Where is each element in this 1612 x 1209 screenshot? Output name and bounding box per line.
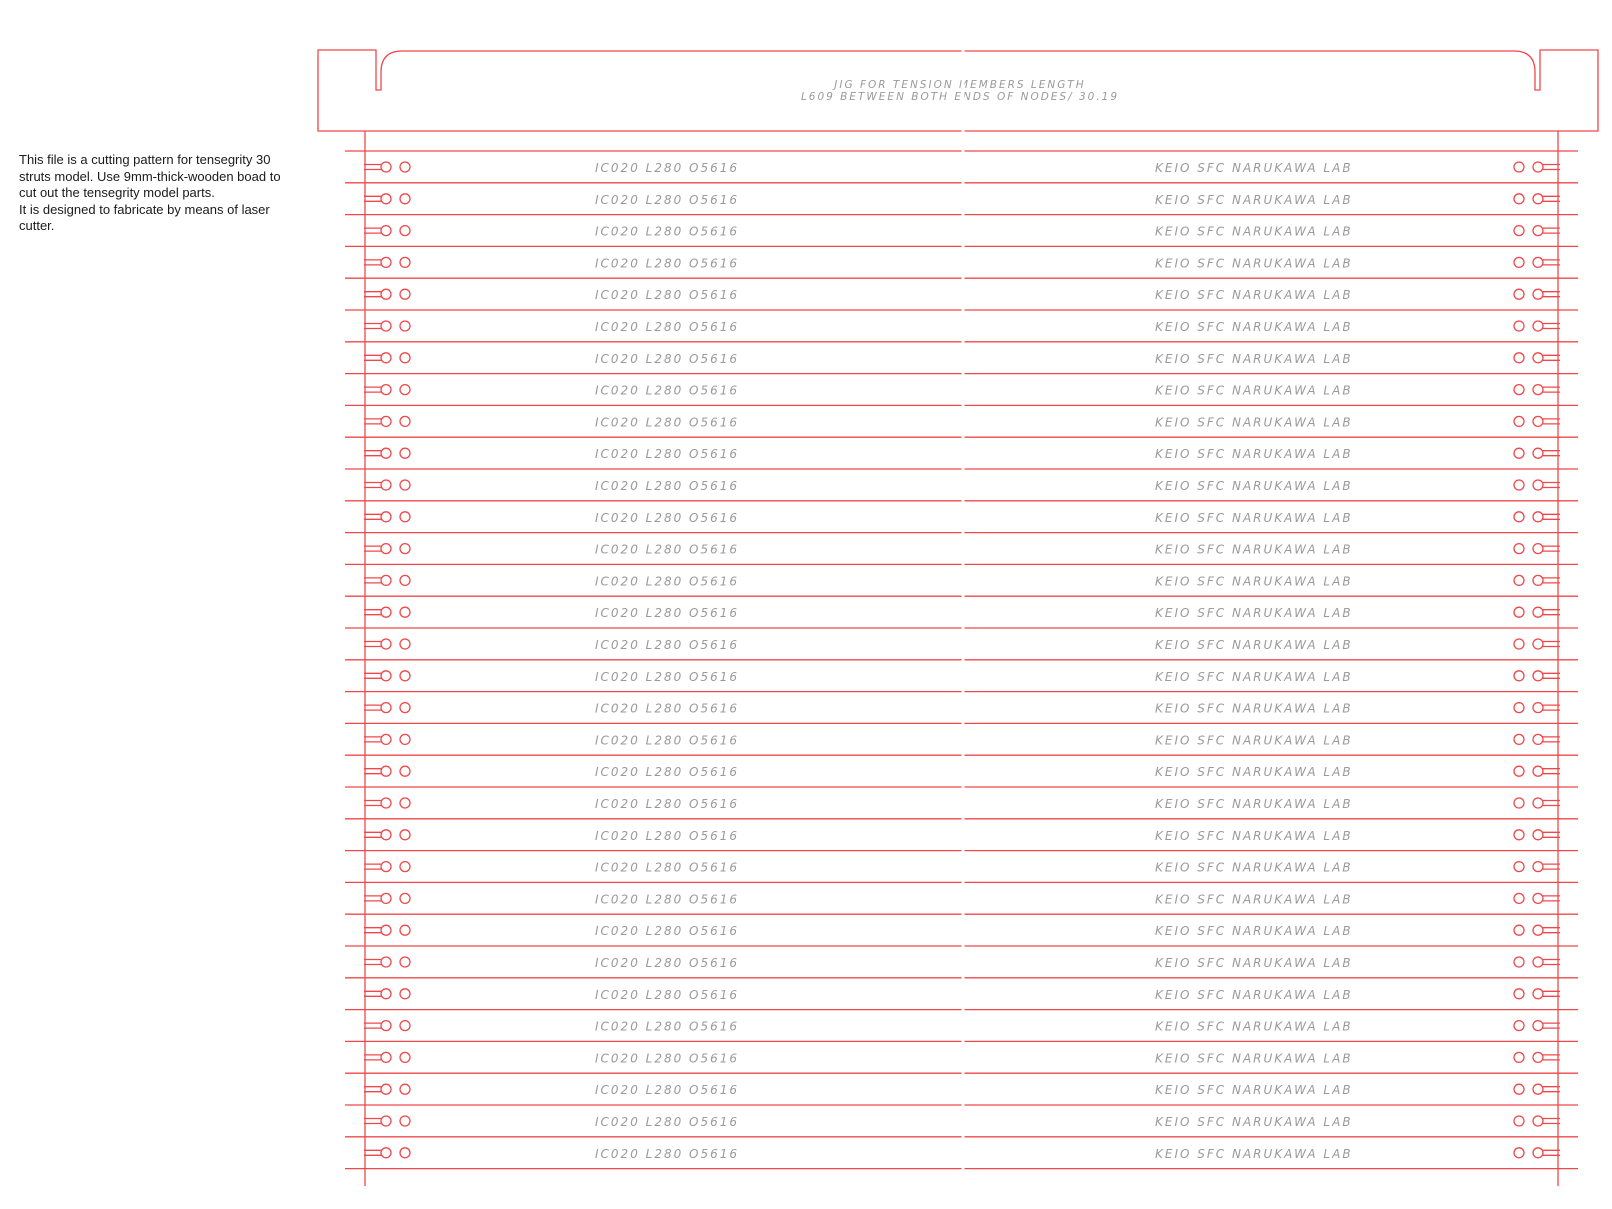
right-node-hole bbox=[1533, 703, 1543, 713]
strip-lab-label: KEIO SFC NARUKAWA LAB bbox=[1155, 383, 1353, 398]
strip-part-label: IC020 L280 O5616 bbox=[595, 765, 740, 780]
right-marker-hole bbox=[1514, 194, 1524, 204]
right-node-hole bbox=[1533, 194, 1543, 204]
left-node-hole bbox=[381, 1052, 391, 1062]
strip-lab-label: KEIO SFC NARUKAWA LAB bbox=[1155, 860, 1353, 875]
left-marker-hole bbox=[400, 1116, 410, 1126]
left-marker-hole bbox=[400, 544, 410, 554]
left-marker-hole bbox=[400, 416, 410, 426]
left-marker-hole bbox=[400, 893, 410, 903]
right-marker-hole bbox=[1514, 512, 1524, 522]
left-marker-hole bbox=[400, 703, 410, 713]
right-node-hole bbox=[1533, 385, 1543, 395]
left-marker-hole bbox=[400, 321, 410, 331]
left-node-hole bbox=[381, 480, 391, 490]
strip-lab-label: KEIO SFC NARUKAWA LAB bbox=[1155, 415, 1353, 430]
right-marker-hole bbox=[1514, 671, 1524, 681]
right-node-hole bbox=[1533, 226, 1543, 236]
strip-part-label: IC020 L280 O5616 bbox=[595, 1115, 740, 1129]
description-line: This file is a cutting pattern for tensegrity 30 bbox=[19, 152, 271, 167]
right-marker-hole bbox=[1514, 830, 1524, 840]
right-node-hole bbox=[1533, 257, 1543, 267]
right-node-hole bbox=[1533, 734, 1543, 744]
left-node-hole bbox=[381, 321, 391, 331]
strip-part-label: IC020 L280 O5616 bbox=[595, 924, 740, 939]
strip-lab-label: KEIO SFC NARUKAWA LAB bbox=[1155, 892, 1353, 907]
left-node-hole bbox=[381, 734, 391, 744]
right-node-hole bbox=[1533, 162, 1543, 172]
left-node-hole bbox=[381, 1021, 391, 1031]
strip-part-label: IC020 L280 O5616 bbox=[595, 956, 740, 970]
left-marker-hole bbox=[400, 862, 410, 872]
strip-lab-label: KEIO SFC NARUKAWA LAB bbox=[1155, 638, 1353, 652]
right-marker-hole bbox=[1514, 893, 1524, 903]
right-node-hole bbox=[1533, 798, 1543, 808]
strip-part-label: IC020 L280 O5616 bbox=[595, 224, 740, 239]
right-node-hole bbox=[1533, 989, 1543, 999]
strip-lab-label: KEIO SFC NARUKAWA LAB bbox=[1155, 1115, 1353, 1129]
right-node-hole bbox=[1533, 671, 1543, 681]
left-node-hole bbox=[381, 671, 391, 681]
strip-part-label: IC020 L280 O5616 bbox=[595, 479, 740, 493]
right-marker-hole bbox=[1514, 703, 1524, 713]
strip-lab-label: KEIO SFC NARUKAWA LAB bbox=[1155, 192, 1353, 207]
right-node-hole bbox=[1533, 416, 1543, 426]
left-node-hole bbox=[381, 1116, 391, 1126]
left-node-hole bbox=[381, 830, 391, 840]
left-marker-hole bbox=[400, 639, 410, 649]
left-marker-hole bbox=[400, 353, 410, 363]
description-line: cutter. bbox=[19, 218, 55, 233]
jig-title-line1: JIG FOR TENSION MEMBERS LENGTH bbox=[834, 79, 1086, 91]
left-node-hole bbox=[381, 162, 391, 172]
right-marker-hole bbox=[1514, 575, 1524, 585]
strip-part-label: IC020 L280 O5616 bbox=[595, 1146, 740, 1161]
right-marker-hole bbox=[1514, 989, 1524, 999]
right-marker-hole bbox=[1514, 257, 1524, 267]
strip-lab-label: KEIO SFC NARUKAWA LAB bbox=[1155, 733, 1353, 748]
left-marker-hole bbox=[400, 257, 410, 267]
left-marker-hole bbox=[400, 671, 410, 681]
right-marker-hole bbox=[1514, 1148, 1524, 1158]
left-marker-hole bbox=[400, 734, 410, 744]
right-marker-hole bbox=[1514, 416, 1524, 426]
left-marker-hole bbox=[400, 925, 410, 935]
strip-part-label: IC020 L280 O5616 bbox=[595, 828, 740, 843]
strip-lab-label: KEIO SFC NARUKAWA LAB bbox=[1155, 1083, 1353, 1098]
strip-lab-label: KEIO SFC NARUKAWA LAB bbox=[1155, 320, 1353, 334]
right-marker-hole bbox=[1514, 1116, 1524, 1126]
description-line: cut out the tensegrity model parts. bbox=[19, 185, 215, 200]
left-marker-hole bbox=[400, 289, 410, 299]
strip-lab-label: KEIO SFC NARUKAWA LAB bbox=[1155, 701, 1353, 716]
right-marker-hole bbox=[1514, 607, 1524, 617]
left-marker-hole bbox=[400, 989, 410, 999]
left-node-hole bbox=[381, 289, 391, 299]
strip-lab-label: KEIO SFC NARUKAWA LAB bbox=[1155, 956, 1353, 970]
left-node-hole bbox=[381, 957, 391, 967]
left-node-hole bbox=[381, 1148, 391, 1158]
left-node-hole bbox=[381, 862, 391, 872]
strip-part-label: IC020 L280 O5616 bbox=[595, 161, 740, 175]
right-node-hole bbox=[1533, 957, 1543, 967]
left-marker-hole bbox=[400, 162, 410, 172]
right-marker-hole bbox=[1514, 1021, 1524, 1031]
right-node-hole bbox=[1533, 830, 1543, 840]
strip-part-label: IC020 L280 O5616 bbox=[595, 1083, 740, 1098]
strip-part-label: IC020 L280 O5616 bbox=[595, 351, 740, 366]
right-marker-hole bbox=[1514, 957, 1524, 967]
strip-lab-label: KEIO SFC NARUKAWA LAB bbox=[1155, 256, 1353, 271]
right-marker-hole bbox=[1514, 1084, 1524, 1094]
strip-part-label: IC020 L280 O5616 bbox=[595, 447, 740, 462]
right-marker-hole bbox=[1514, 925, 1524, 935]
right-node-hole bbox=[1533, 639, 1543, 649]
left-node-hole bbox=[381, 416, 391, 426]
strip-lab-label: KEIO SFC NARUKAWA LAB bbox=[1155, 479, 1353, 493]
right-marker-hole bbox=[1514, 321, 1524, 331]
left-marker-hole bbox=[400, 575, 410, 585]
left-marker-hole bbox=[400, 1021, 410, 1031]
left-marker-hole bbox=[400, 766, 410, 776]
strip-lab-label: KEIO SFC NARUKAWA LAB bbox=[1155, 1019, 1353, 1034]
strip-lab-label: KEIO SFC NARUKAWA LAB bbox=[1155, 542, 1353, 557]
strip-lab-label: KEIO SFC NARUKAWA LAB bbox=[1155, 1051, 1353, 1066]
right-marker-hole bbox=[1514, 353, 1524, 363]
right-node-hole bbox=[1533, 925, 1543, 935]
right-marker-hole bbox=[1514, 639, 1524, 649]
strip-part-label: IC020 L280 O5616 bbox=[595, 574, 740, 589]
right-marker-hole bbox=[1514, 734, 1524, 744]
strip-lab-label: KEIO SFC NARUKAWA LAB bbox=[1155, 1146, 1353, 1161]
strip-lab-label: KEIO SFC NARUKAWA LAB bbox=[1155, 510, 1353, 525]
right-node-hole bbox=[1533, 480, 1543, 490]
strip-lab-label: KEIO SFC NARUKAWA LAB bbox=[1155, 224, 1353, 239]
right-node-hole bbox=[1533, 575, 1543, 585]
strip-lab-label: KEIO SFC NARUKAWA LAB bbox=[1155, 351, 1353, 366]
strip-part-label: IC020 L280 O5616 bbox=[595, 383, 740, 398]
right-node-hole bbox=[1533, 353, 1543, 363]
left-marker-hole bbox=[400, 1052, 410, 1062]
jig-title-line2: L609 BETWEEN BOTH ENDS OF NODES/ 30.19 bbox=[800, 91, 1120, 103]
left-marker-hole bbox=[400, 1084, 410, 1094]
left-node-hole bbox=[381, 512, 391, 522]
right-node-hole bbox=[1533, 766, 1543, 776]
right-marker-hole bbox=[1514, 226, 1524, 236]
strip-lab-label: KEIO SFC NARUKAWA LAB bbox=[1155, 765, 1353, 780]
right-marker-hole bbox=[1514, 798, 1524, 808]
strip-part-label: IC020 L280 O5616 bbox=[595, 733, 740, 748]
strip-part-label: IC020 L280 O5616 bbox=[595, 415, 740, 430]
strip-lab-label: KEIO SFC NARUKAWA LAB bbox=[1155, 669, 1353, 684]
left-marker-hole bbox=[400, 480, 410, 490]
strip-part-label: IC020 L280 O5616 bbox=[595, 987, 740, 1002]
jig-header bbox=[318, 50, 1598, 131]
strip-part-label: IC020 L280 O5616 bbox=[595, 1019, 740, 1034]
left-marker-hole bbox=[400, 830, 410, 840]
strip-lab-label: KEIO SFC NARUKAWA LAB bbox=[1155, 797, 1353, 811]
strip-part-label: IC020 L280 O5616 bbox=[595, 860, 740, 875]
left-marker-hole bbox=[400, 194, 410, 204]
right-marker-hole bbox=[1514, 862, 1524, 872]
right-node-hole bbox=[1533, 321, 1543, 331]
right-node-hole bbox=[1533, 862, 1543, 872]
strip-part-label: IC020 L280 O5616 bbox=[595, 701, 740, 716]
strip-lab-label: KEIO SFC NARUKAWA LAB bbox=[1155, 987, 1353, 1002]
strip-part-label: IC020 L280 O5616 bbox=[595, 256, 740, 271]
left-node-hole bbox=[381, 257, 391, 267]
right-marker-hole bbox=[1514, 385, 1524, 395]
strip-part-label: IC020 L280 O5616 bbox=[595, 669, 740, 684]
description-line: struts model. Use 9mm-thick-wooden boad to bbox=[19, 168, 281, 184]
right-marker-hole bbox=[1514, 448, 1524, 458]
left-marker-hole bbox=[400, 385, 410, 395]
left-node-hole bbox=[381, 385, 391, 395]
right-marker-hole bbox=[1514, 1052, 1524, 1062]
left-node-hole bbox=[381, 448, 391, 458]
right-marker-hole bbox=[1514, 480, 1524, 490]
right-node-hole bbox=[1533, 1052, 1543, 1062]
left-node-hole bbox=[381, 639, 391, 649]
left-node-hole bbox=[381, 766, 391, 776]
right-node-hole bbox=[1533, 1116, 1543, 1126]
strip-part-label: IC020 L280 O5616 bbox=[595, 797, 740, 811]
strip-lab-label: KEIO SFC NARUKAWA LAB bbox=[1155, 606, 1353, 621]
left-marker-hole bbox=[400, 448, 410, 458]
left-node-hole bbox=[381, 798, 391, 808]
right-node-hole bbox=[1533, 544, 1543, 554]
right-marker-hole bbox=[1514, 289, 1524, 299]
description-line: It is designed to fabricate by means of laser bbox=[19, 201, 270, 217]
left-node-hole bbox=[381, 607, 391, 617]
strip-part-label: IC020 L280 O5616 bbox=[595, 542, 740, 557]
left-node-hole bbox=[381, 989, 391, 999]
left-node-hole bbox=[381, 226, 391, 236]
left-node-hole bbox=[381, 703, 391, 713]
right-node-hole bbox=[1533, 448, 1543, 458]
strip-lab-label: KEIO SFC NARUKAWA LAB bbox=[1155, 288, 1353, 303]
strip-part-label: IC020 L280 O5616 bbox=[595, 510, 740, 525]
left-node-hole bbox=[381, 194, 391, 204]
right-node-hole bbox=[1533, 607, 1543, 617]
right-node-hole bbox=[1533, 289, 1543, 299]
right-node-hole bbox=[1533, 512, 1543, 522]
left-node-hole bbox=[381, 893, 391, 903]
left-marker-hole bbox=[400, 226, 410, 236]
right-node-hole bbox=[1533, 1084, 1543, 1094]
left-marker-hole bbox=[400, 607, 410, 617]
right-marker-hole bbox=[1514, 766, 1524, 776]
strip-lab-label: KEIO SFC NARUKAWA LAB bbox=[1155, 447, 1353, 462]
strip-part-label: IC020 L280 O5616 bbox=[595, 1051, 740, 1066]
strip-part-label: IC020 L280 O5616 bbox=[595, 320, 740, 334]
left-node-hole bbox=[381, 353, 391, 363]
strip-part-label: IC020 L280 O5616 bbox=[595, 192, 740, 207]
left-marker-hole bbox=[400, 957, 410, 967]
strip-part-label: IC020 L280 O5616 bbox=[595, 606, 740, 621]
strip-part-label: IC020 L280 O5616 bbox=[595, 288, 740, 303]
strip-lab-label: KEIO SFC NARUKAWA LAB bbox=[1155, 161, 1353, 175]
right-node-hole bbox=[1533, 1021, 1543, 1031]
right-marker-hole bbox=[1514, 162, 1524, 172]
strip-lab-label: KEIO SFC NARUKAWA LAB bbox=[1155, 924, 1353, 939]
strip-part-label: IC020 L280 O5616 bbox=[595, 892, 740, 907]
right-node-hole bbox=[1533, 1148, 1543, 1158]
left-marker-hole bbox=[400, 798, 410, 808]
left-marker-hole bbox=[400, 512, 410, 522]
strip-lab-label: KEIO SFC NARUKAWA LAB bbox=[1155, 828, 1353, 843]
strip-part-label: IC020 L280 O5616 bbox=[595, 638, 740, 652]
left-node-hole bbox=[381, 925, 391, 935]
right-marker-hole bbox=[1514, 544, 1524, 554]
left-node-hole bbox=[381, 575, 391, 585]
left-node-hole bbox=[381, 1084, 391, 1094]
strip-lab-label: KEIO SFC NARUKAWA LAB bbox=[1155, 574, 1353, 589]
right-node-hole bbox=[1533, 893, 1543, 903]
left-marker-hole bbox=[400, 1148, 410, 1158]
left-node-hole bbox=[381, 544, 391, 554]
